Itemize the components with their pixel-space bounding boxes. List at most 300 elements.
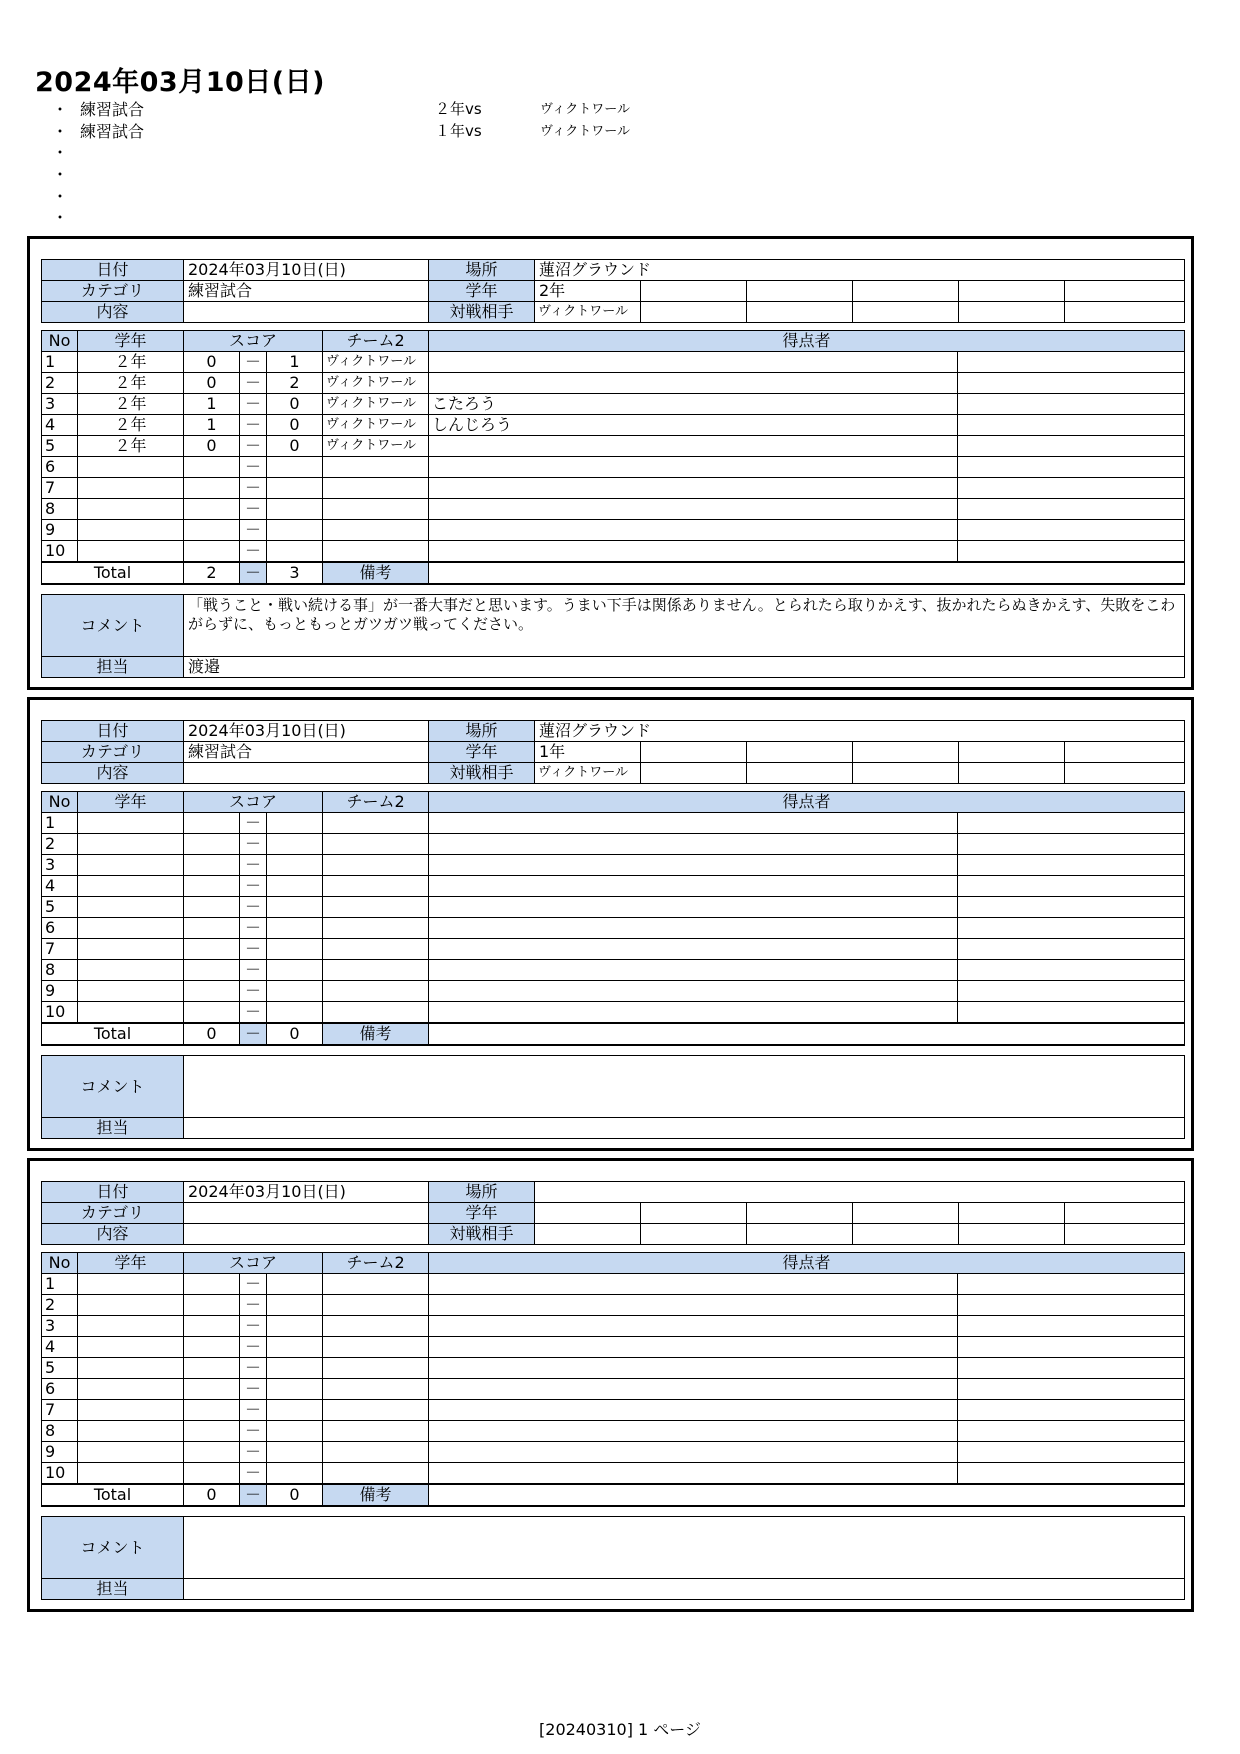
row-number: 10 <box>42 1002 78 1024</box>
place-label: 場所 <box>429 1182 535 1203</box>
blank-cell <box>958 1463 1185 1485</box>
team2-score <box>267 1463 323 1485</box>
score-row <box>42 1463 1185 1485</box>
team2-score <box>267 981 323 1002</box>
blank-cell <box>853 281 959 302</box>
score-header: スコア <box>184 331 323 352</box>
blank-cell <box>958 541 1185 563</box>
team2-score <box>267 1421 323 1442</box>
opponent-label: 対戦相手 <box>429 763 535 784</box>
score-dash: － <box>240 520 267 541</box>
opponent-label: 対戦相手 <box>429 302 535 323</box>
row-team2 <box>323 1316 429 1337</box>
score-dash: － <box>240 415 267 436</box>
grade-value <box>535 1203 641 1224</box>
total-row <box>42 1484 1185 1506</box>
team2-score <box>267 499 323 520</box>
score-row <box>42 1400 1185 1421</box>
grade-header: 学年 <box>78 331 184 352</box>
blank-cell <box>641 742 747 763</box>
score-table <box>41 1252 1185 1507</box>
place-label: 場所 <box>429 260 535 281</box>
row-team2 <box>323 939 429 960</box>
row-number: 6 <box>42 1379 78 1400</box>
row-team2: ヴィクトワール <box>323 415 429 436</box>
score-dash: － <box>240 1316 267 1337</box>
row-number: 2 <box>42 834 78 855</box>
bullet: ・ <box>52 208 69 228</box>
row-number: 7 <box>42 1400 78 1421</box>
row-scorer <box>429 1358 958 1379</box>
row-team2 <box>323 499 429 520</box>
row-scorer <box>429 1421 958 1442</box>
blank-cell <box>958 1337 1185 1358</box>
comment-table <box>41 1055 1185 1139</box>
manager-value <box>184 1118 1185 1139</box>
blank-cell <box>641 763 747 784</box>
grade-value: 1年 <box>535 742 641 763</box>
page-title: 2024年03月10日(日) <box>35 67 325 98</box>
row-grade <box>78 520 184 541</box>
row-team2: ヴィクトワール <box>323 436 429 457</box>
row-grade <box>78 1463 184 1485</box>
remarks-label: 備考 <box>323 1023 429 1045</box>
blank-cell <box>959 1203 1065 1224</box>
category-label: カテゴリ <box>42 281 184 302</box>
blank-cell <box>1065 1203 1185 1224</box>
team2-score <box>267 1400 323 1421</box>
row-scorer <box>429 1002 958 1024</box>
opponent-value: ヴィクトワール <box>535 302 641 323</box>
row-team2 <box>323 1379 429 1400</box>
row-grade <box>78 478 184 499</box>
score-row <box>42 960 1185 981</box>
team1-score <box>184 1442 240 1463</box>
blank-cell <box>641 1203 747 1224</box>
team2-score: 2 <box>267 373 323 394</box>
blank-cell <box>1065 281 1185 302</box>
team1-score <box>184 1358 240 1379</box>
team1-score <box>184 1379 240 1400</box>
score-dash: － <box>240 1421 267 1442</box>
row-scorer <box>429 436 958 457</box>
score-header: スコア <box>184 1253 323 1274</box>
team1-score: 1 <box>184 394 240 415</box>
grade-header: 学年 <box>78 792 184 813</box>
team2-score: 0 <box>267 436 323 457</box>
row-grade <box>78 1002 184 1024</box>
score-row <box>42 457 1185 478</box>
opponent-value: ヴィクトワール <box>535 763 641 784</box>
row-grade <box>78 1400 184 1421</box>
score-dash: － <box>240 1400 267 1421</box>
score-dash: － <box>240 1463 267 1485</box>
score-dash: － <box>240 1337 267 1358</box>
total-team1: 0 <box>184 1023 240 1045</box>
row-scorer <box>429 1379 958 1400</box>
comment-text <box>184 1517 1185 1579</box>
row-scorer <box>429 981 958 1002</box>
grade-label: 学年 <box>429 742 535 763</box>
team1-score <box>184 520 240 541</box>
total-team2: 3 <box>267 562 323 584</box>
row-number: 10 <box>42 1463 78 1485</box>
score-dash: － <box>240 1023 267 1045</box>
total-row <box>42 1023 1185 1045</box>
row-grade <box>78 1421 184 1442</box>
manager-value: 渡邉 <box>184 657 1185 678</box>
content-value <box>184 302 429 323</box>
no-header: No <box>42 1253 78 1274</box>
row-number: 2 <box>42 373 78 394</box>
row-number: 7 <box>42 939 78 960</box>
row-number: 6 <box>42 457 78 478</box>
team2-header: チーム2 <box>323 331 429 352</box>
page-footer: [20240310] 1 ページ <box>539 1720 701 1739</box>
blank-cell <box>853 742 959 763</box>
total-label: Total <box>42 1484 184 1506</box>
row-grade <box>78 1358 184 1379</box>
blank-cell <box>958 436 1185 457</box>
comment-table <box>41 1516 1185 1600</box>
scorer-header: 得点者 <box>429 331 1185 352</box>
place-value: 蓮沼グラウンド <box>535 260 1185 281</box>
total-team2: 0 <box>267 1484 323 1506</box>
blank-cell <box>1065 763 1185 784</box>
manager-label: 担当 <box>42 1579 184 1600</box>
row-team2 <box>323 876 429 897</box>
row-grade <box>78 876 184 897</box>
score-dash: － <box>240 1274 267 1295</box>
row-team2 <box>323 1442 429 1463</box>
score-row <box>42 855 1185 876</box>
comment-table <box>41 594 1185 678</box>
row-grade <box>78 541 184 563</box>
row-scorer <box>429 813 958 834</box>
comment-text <box>184 1056 1185 1118</box>
score-row <box>42 352 1185 373</box>
row-scorer <box>429 373 958 394</box>
team1-score <box>184 855 240 876</box>
total-team2: 0 <box>267 1023 323 1045</box>
no-header: No <box>42 331 78 352</box>
team2-score <box>267 1337 323 1358</box>
score-dash: － <box>240 394 267 415</box>
row-number: 1 <box>42 352 78 373</box>
manager-label: 担当 <box>42 1118 184 1139</box>
score-row <box>42 939 1185 960</box>
row-scorer: こたろう <box>429 394 958 415</box>
row-number: 5 <box>42 1358 78 1379</box>
remarks-value <box>429 562 1185 584</box>
blank-cell <box>853 1224 959 1245</box>
blank-cell <box>747 302 853 323</box>
blank-cell <box>958 1274 1185 1295</box>
team1-score <box>184 981 240 1002</box>
row-number: 1 <box>42 813 78 834</box>
row-number: 4 <box>42 876 78 897</box>
date-label: 日付 <box>42 260 184 281</box>
row-scorer <box>429 834 958 855</box>
team1-score <box>184 1463 240 1485</box>
team2-score <box>267 1358 323 1379</box>
team1-score <box>184 834 240 855</box>
team2-score <box>267 897 323 918</box>
team2-score <box>267 918 323 939</box>
row-team2 <box>323 1358 429 1379</box>
score-dash: － <box>240 562 267 584</box>
row-grade <box>78 1316 184 1337</box>
score-row <box>42 415 1185 436</box>
row-number: 7 <box>42 478 78 499</box>
content-value <box>184 1224 429 1245</box>
match-card <box>27 236 1194 690</box>
row-scorer <box>429 897 958 918</box>
team2-score <box>267 478 323 499</box>
team2-score <box>267 855 323 876</box>
blank-cell <box>1065 742 1185 763</box>
bullet: ・ <box>52 143 69 163</box>
row-grade <box>78 1274 184 1295</box>
row-grade <box>78 855 184 876</box>
row-scorer <box>429 1337 958 1358</box>
team1-score <box>184 478 240 499</box>
score-dash: － <box>240 855 267 876</box>
team1-score <box>184 1274 240 1295</box>
team2-score <box>267 876 323 897</box>
row-scorer <box>429 918 958 939</box>
place-value <box>535 1182 1185 1203</box>
row-team2 <box>323 457 429 478</box>
team1-score: 0 <box>184 352 240 373</box>
team2-header: チーム2 <box>323 1253 429 1274</box>
score-row <box>42 897 1185 918</box>
row-number: 5 <box>42 436 78 457</box>
blank-cell <box>1065 1224 1185 1245</box>
row-scorer <box>429 876 958 897</box>
bullet: ・ <box>52 165 69 185</box>
blank-cell <box>958 834 1185 855</box>
blank-cell <box>958 373 1185 394</box>
team1-score <box>184 541 240 563</box>
score-row <box>42 1316 1185 1337</box>
score-dash: － <box>240 834 267 855</box>
blank-cell <box>958 457 1185 478</box>
row-team2 <box>323 834 429 855</box>
blank-cell <box>747 281 853 302</box>
row-grade: ２年 <box>78 436 184 457</box>
row-grade <box>78 1337 184 1358</box>
summary-opponent: ヴィクトワール <box>540 102 630 117</box>
blank-cell <box>958 1442 1185 1463</box>
team2-score <box>267 1295 323 1316</box>
place-value: 蓮沼グラウンド <box>535 721 1185 742</box>
match-card <box>27 1158 1194 1612</box>
grade-header: 学年 <box>78 1253 184 1274</box>
score-dash: － <box>240 1358 267 1379</box>
row-scorer <box>429 855 958 876</box>
blank-cell <box>958 520 1185 541</box>
team1-score <box>184 897 240 918</box>
blank-cell <box>1065 302 1185 323</box>
opponent-value <box>535 1224 641 1245</box>
blank-cell <box>747 1203 853 1224</box>
blank-cell <box>958 813 1185 834</box>
team1-score <box>184 1421 240 1442</box>
row-grade <box>78 981 184 1002</box>
blank-cell <box>958 918 1185 939</box>
row-grade <box>78 939 184 960</box>
score-row <box>42 541 1185 563</box>
opponent-label: 対戦相手 <box>429 1224 535 1245</box>
row-team2 <box>323 897 429 918</box>
score-dash: － <box>240 897 267 918</box>
row-team2 <box>323 478 429 499</box>
date-value: 2024年03月10日(日) <box>184 260 429 281</box>
row-team2 <box>323 520 429 541</box>
team1-score: 0 <box>184 373 240 394</box>
score-dash: － <box>240 499 267 520</box>
blank-cell <box>958 876 1185 897</box>
blank-cell <box>958 981 1185 1002</box>
score-dash: － <box>240 373 267 394</box>
score-row <box>42 478 1185 499</box>
blank-cell <box>747 763 853 784</box>
comment-label: コメント <box>42 1517 184 1579</box>
remarks-value <box>429 1484 1185 1506</box>
team2-score <box>267 939 323 960</box>
row-scorer <box>429 478 958 499</box>
place-label: 場所 <box>429 721 535 742</box>
score-row <box>42 918 1185 939</box>
blank-cell <box>958 478 1185 499</box>
remarks-value <box>429 1023 1185 1045</box>
row-scorer <box>429 520 958 541</box>
team1-score <box>184 1002 240 1024</box>
score-row <box>42 1337 1185 1358</box>
category-label: カテゴリ <box>42 1203 184 1224</box>
blank-cell <box>958 415 1185 436</box>
row-grade <box>78 897 184 918</box>
row-grade <box>78 1442 184 1463</box>
score-dash: － <box>240 918 267 939</box>
blank-cell <box>747 1224 853 1245</box>
row-number: 3 <box>42 855 78 876</box>
total-team1: 2 <box>184 562 240 584</box>
score-row <box>42 876 1185 897</box>
scorer-header: 得点者 <box>429 792 1185 813</box>
grade-label: 学年 <box>429 281 535 302</box>
row-team2 <box>323 813 429 834</box>
total-label: Total <box>42 1023 184 1045</box>
row-grade <box>78 960 184 981</box>
row-team2: ヴィクトワール <box>323 373 429 394</box>
score-table <box>41 791 1185 1046</box>
team1-score: 0 <box>184 436 240 457</box>
row-number: 3 <box>42 394 78 415</box>
row-scorer <box>429 499 958 520</box>
row-number: 9 <box>42 981 78 1002</box>
row-number: 10 <box>42 541 78 563</box>
row-team2 <box>323 960 429 981</box>
blank-cell <box>958 1421 1185 1442</box>
bullet: ・ <box>52 100 69 119</box>
blank-cell <box>958 1400 1185 1421</box>
row-number: 3 <box>42 1316 78 1337</box>
team2-score <box>267 834 323 855</box>
blank-cell <box>958 855 1185 876</box>
score-dash: － <box>240 876 267 897</box>
match-info-table <box>41 259 1185 323</box>
row-grade <box>78 499 184 520</box>
date-value: 2024年03月10日(日) <box>184 721 429 742</box>
row-grade: ２年 <box>78 415 184 436</box>
row-grade <box>78 1379 184 1400</box>
blank-cell <box>959 742 1065 763</box>
summary-grade: ２年vs <box>435 100 482 118</box>
summary-kind: 練習試合 <box>80 100 145 119</box>
team1-score <box>184 876 240 897</box>
content-label: 内容 <box>42 1224 184 1245</box>
team1-score <box>184 457 240 478</box>
row-grade <box>78 918 184 939</box>
blank-cell <box>853 302 959 323</box>
score-dash: － <box>240 457 267 478</box>
bullet: ・ <box>52 121 69 141</box>
row-team2 <box>323 1295 429 1316</box>
row-grade <box>78 1295 184 1316</box>
team2-header: チーム2 <box>323 792 429 813</box>
date-label: 日付 <box>42 721 184 742</box>
total-team1: 0 <box>184 1484 240 1506</box>
score-dash: － <box>240 1442 267 1463</box>
row-scorer: しんじろう <box>429 415 958 436</box>
row-team2: ヴィクトワール <box>323 394 429 415</box>
blank-cell <box>959 302 1065 323</box>
score-row <box>42 1002 1185 1024</box>
blank-cell <box>958 1358 1185 1379</box>
row-number: 4 <box>42 415 78 436</box>
row-scorer <box>429 939 958 960</box>
comment-label: コメント <box>42 1056 184 1118</box>
row-scorer <box>429 1295 958 1316</box>
blank-cell <box>958 960 1185 981</box>
score-dash: － <box>240 541 267 563</box>
row-team2 <box>323 1002 429 1024</box>
score-dash: － <box>240 1484 267 1506</box>
no-header: No <box>42 792 78 813</box>
row-team2 <box>323 1274 429 1295</box>
row-number: 9 <box>42 1442 78 1463</box>
row-team2: ヴィクトワール <box>323 352 429 373</box>
score-row <box>42 373 1185 394</box>
row-scorer <box>429 960 958 981</box>
blank-cell <box>958 897 1185 918</box>
row-team2 <box>323 981 429 1002</box>
row-scorer <box>429 352 958 373</box>
row-scorer <box>429 1400 958 1421</box>
score-dash: － <box>240 478 267 499</box>
score-row <box>42 499 1185 520</box>
manager-label: 担当 <box>42 657 184 678</box>
blank-cell <box>641 281 747 302</box>
team1-score <box>184 1316 240 1337</box>
row-scorer <box>429 1316 958 1337</box>
manager-value <box>184 1579 1185 1600</box>
row-team2 <box>323 1337 429 1358</box>
team1-score <box>184 499 240 520</box>
team1-score <box>184 939 240 960</box>
